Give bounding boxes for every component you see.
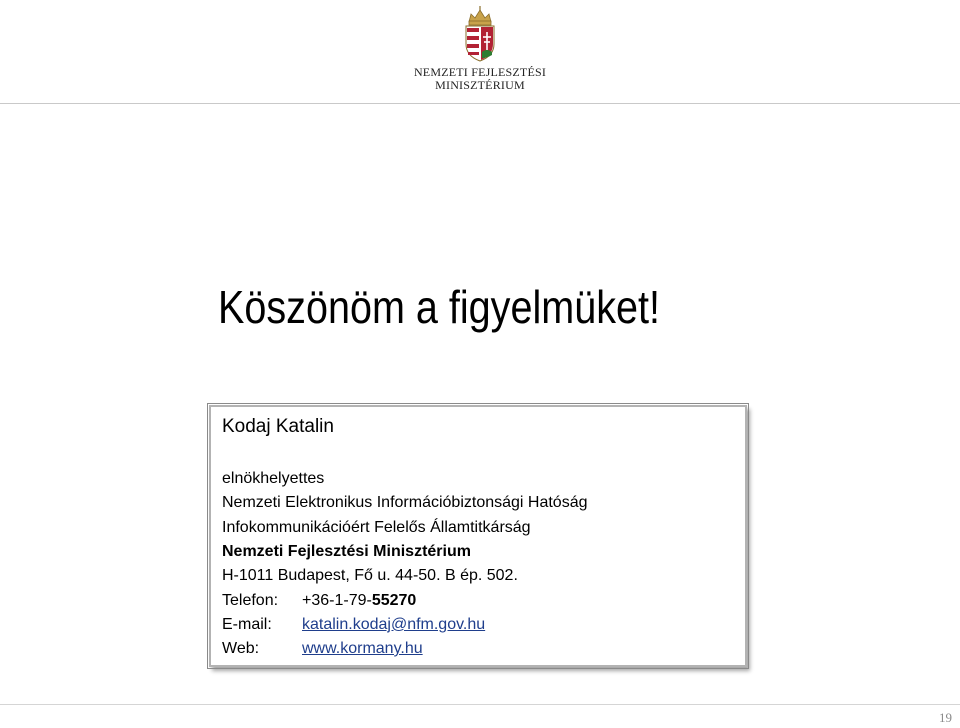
contact-org-2: Infokommunikációért Felelős Államtitkárság (222, 519, 531, 536)
contact-web-row (222, 640, 423, 658)
hungarian-coat-of-arms-icon (457, 6, 503, 62)
contact-name: Kodaj Katalin (222, 416, 334, 437)
contact-position: elnökhelyettes (222, 470, 325, 487)
contact-card (209, 405, 747, 667)
page-number: 19 (939, 710, 952, 725)
email-link[interactable]: katalin.kodaj@nfm.gov.hu (302, 616, 486, 633)
phone-extension: 55270 (371, 592, 417, 609)
ministry-logo-text (380, 66, 580, 92)
contact-phone-row (222, 592, 416, 610)
footer-divider (0, 704, 960, 705)
slide-title: Köszönöm a figyelmüket! (218, 281, 660, 333)
web-link[interactable]: www.kormany.hu (302, 640, 423, 657)
email-label: E-mail: (222, 616, 272, 633)
web-label: Web: (222, 640, 260, 657)
phone-label: Telefon: (222, 592, 279, 609)
phone-prefix: +36-1-79- (302, 592, 372, 609)
ministry-name-line1: NEMZETI FEJLESZTÉSI (413, 65, 547, 79)
header-divider (0, 103, 960, 104)
contact-email-row (222, 616, 485, 634)
contact-org-3: Nemzeti Fejlesztési Minisztérium (222, 543, 471, 560)
contact-org-1: Nemzeti Elektronikus Információbiztonsági Hatóság (222, 494, 588, 511)
ministry-name-line2: MINISZTÉRIUM (435, 78, 525, 92)
contact-address: H-1011 Budapest, Fő u. 44-50. B ép. 502. (222, 567, 518, 584)
